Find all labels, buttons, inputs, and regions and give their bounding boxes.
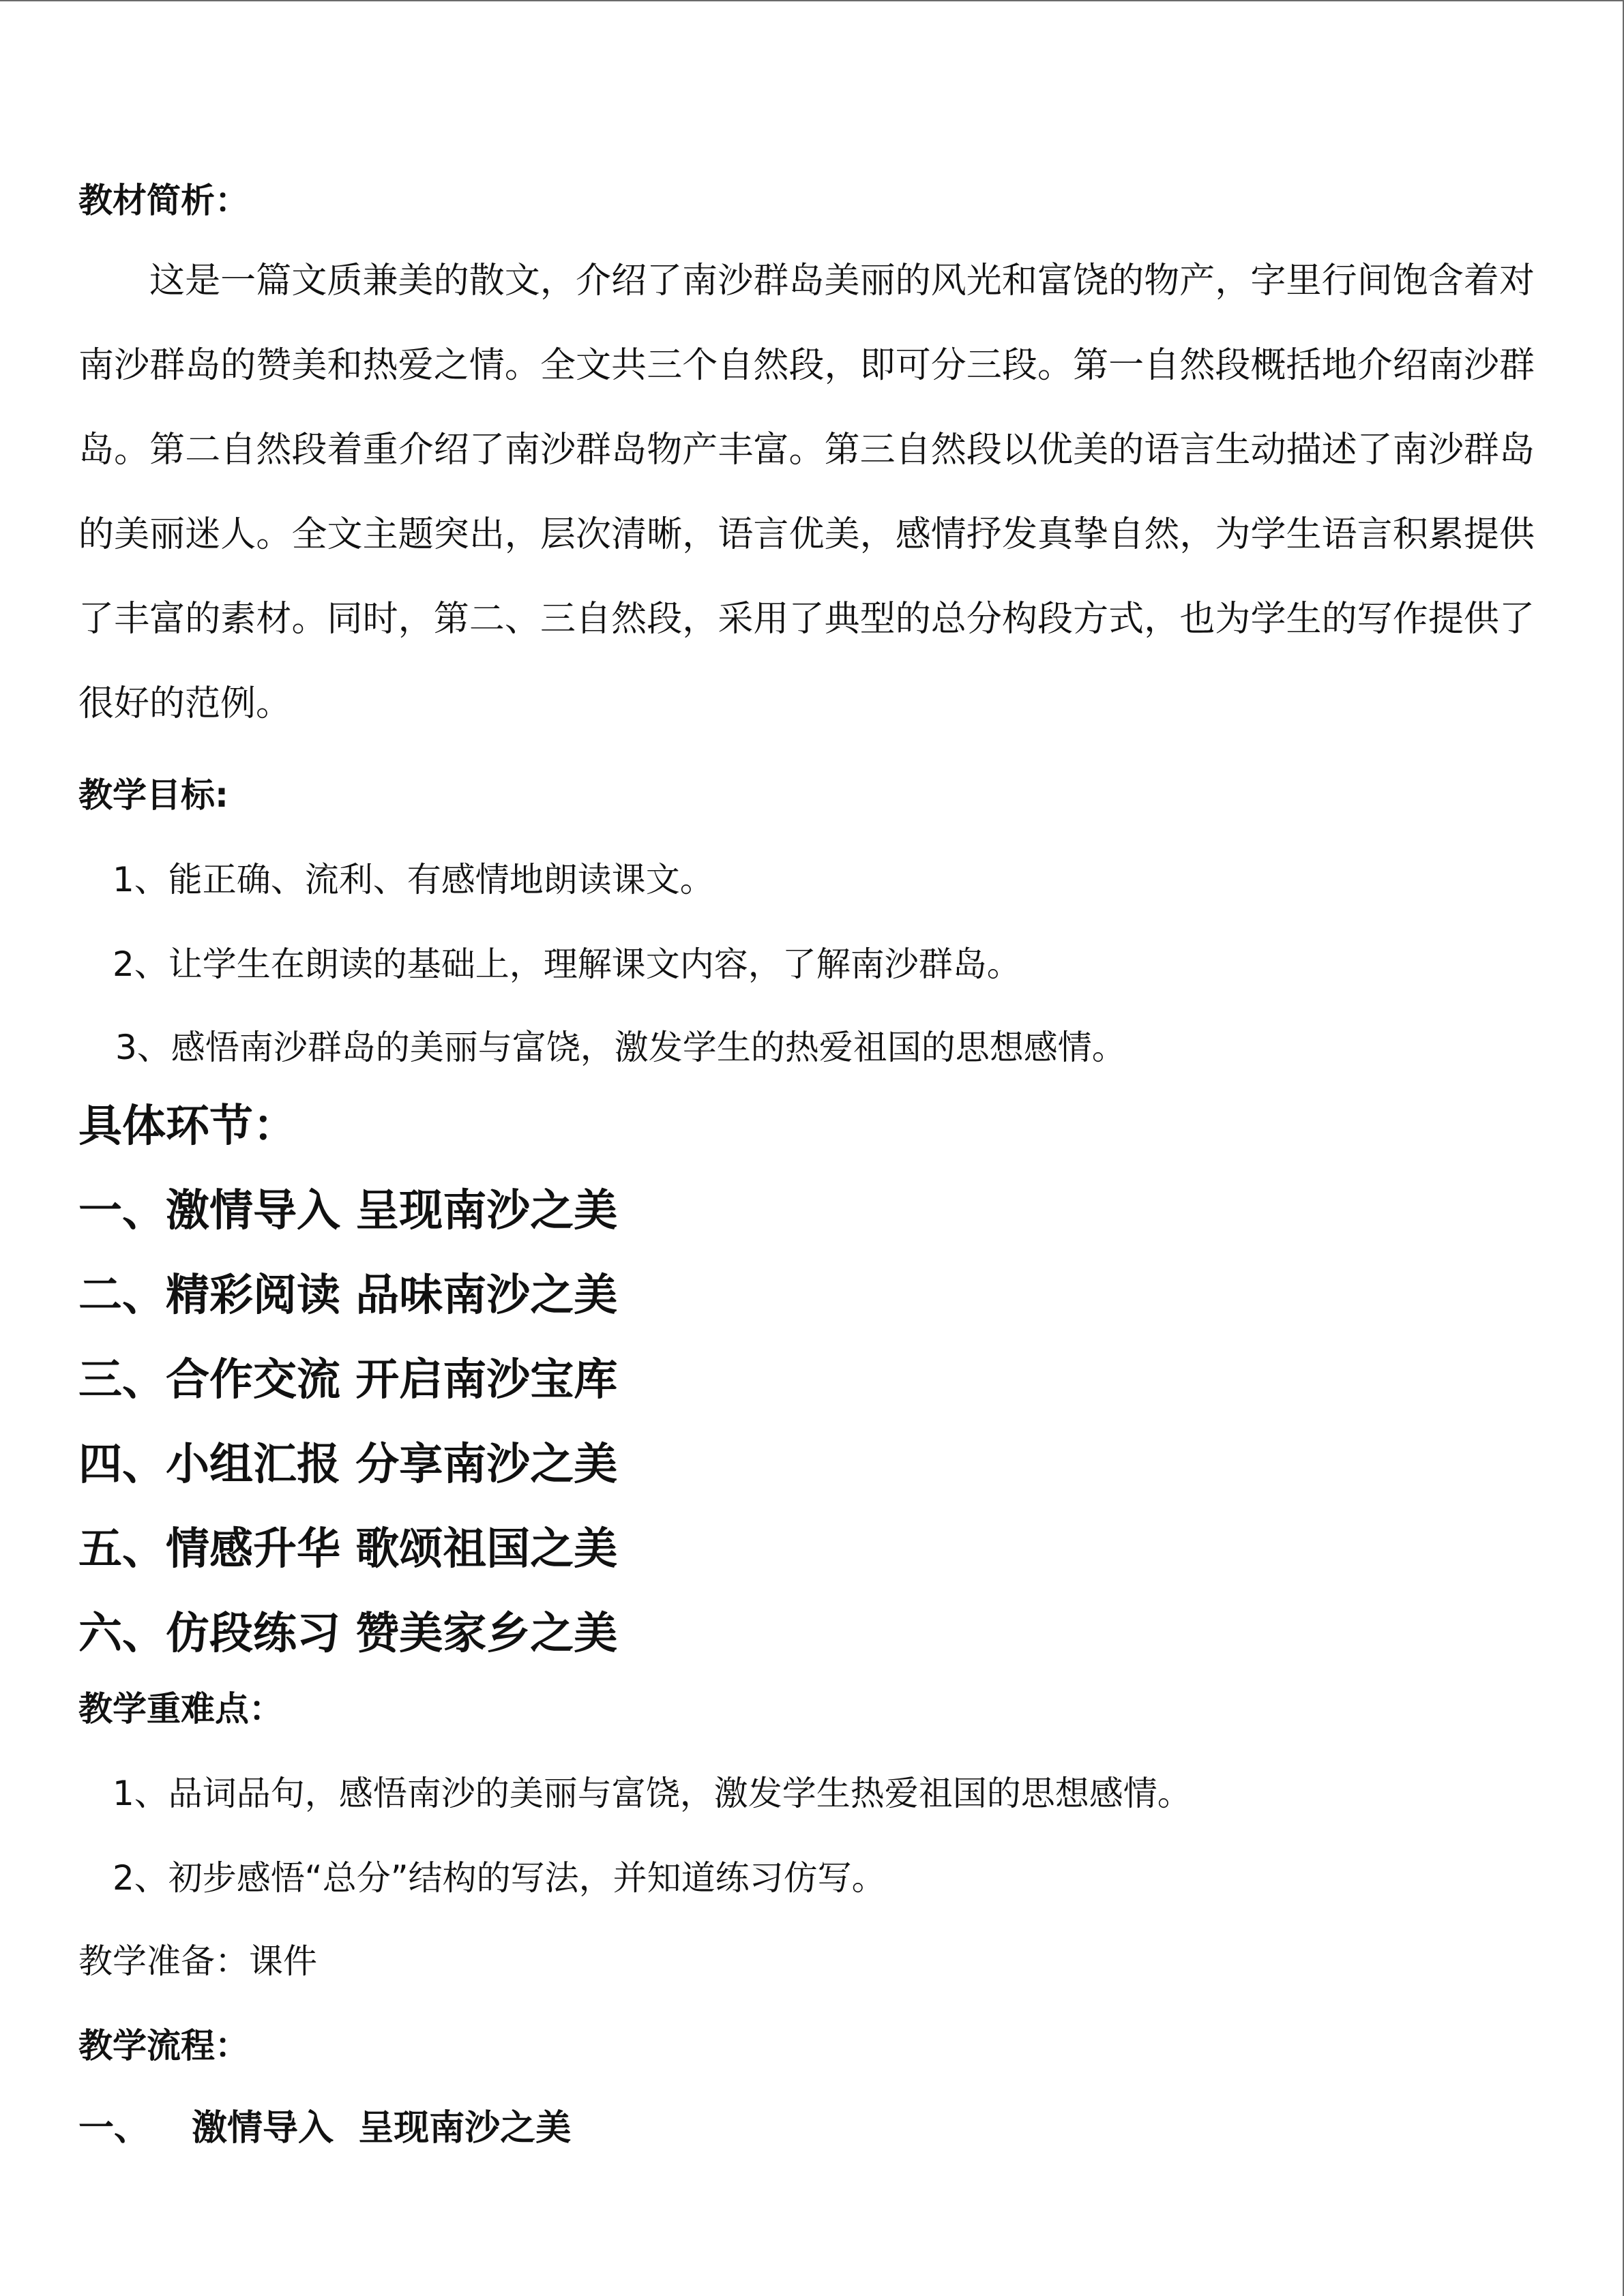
key-point-item: 2、初步感悟“总分”结构的写法，并知道练习仿写。 xyxy=(113,1858,886,1898)
step-item: 六、仿段练习 赞美家乡之美 xyxy=(78,1609,618,1659)
key-points-heading: 教学重难点： xyxy=(78,1689,283,1729)
analysis-heading: 教材简析： xyxy=(78,181,249,220)
flow-step-number: 一、 xyxy=(78,2108,150,2149)
goal-item: 3、感悟南沙群岛的美丽与富饶，激发学生的热爱祖国的思想感情。 xyxy=(115,1028,1126,1067)
key-points-list xyxy=(78,1773,1535,1898)
step-item: 二、精彩阅读 品味南沙之美 xyxy=(78,1270,618,1321)
goal-item: 1、能正确、流利、有感情地朗读课文。 xyxy=(113,860,714,899)
step-item: 五、情感升华 歌颂祖国之美 xyxy=(78,1524,618,1575)
step-item: 四、小组汇报 分享南沙之美 xyxy=(78,1440,618,1490)
preparation-line: 教学准备：课件 xyxy=(78,1941,317,1981)
step-item: 一、激情导入 呈现南沙之美 xyxy=(78,1186,618,1236)
flow-heading: 教学流程： xyxy=(78,2026,249,2066)
step-item: 三、合作交流 开启南沙宝库 xyxy=(78,1355,618,1405)
key-point-item: 1、品词品句，感悟南沙的美丽与富饶，激发学生热爱祖国的思想感情。 xyxy=(113,1774,1192,1813)
goals-list xyxy=(78,859,1535,1068)
analysis-paragraph: 这是一篇文质兼美的散文，介绍了南沙群岛美丽的风光和富饶的物产，字里行间饱含着对南沙群岛的赞美和热爱之情。全文共三个自然段，即可分三段。第一自然段概括地介绍南沙群岛。第二自然段着重介绍了南沙群岛物产丰富。第三自然段以优美的语言生动描述了南沙群岛的美丽迷人。全文主题突出，层次清晰，语言优美，感情抒发真挚自然，为学生语言积累提供了丰富的素材。同时，第二、三自然段，采用了典型的总分构段方式，也为学生的写作提供了很好的范例。 xyxy=(78,260,1535,724)
goal-item: 2、让学生在朗读的基础上，理解课文内容，了解南沙群岛。 xyxy=(113,944,1021,984)
steps-list xyxy=(78,1185,1535,1660)
steps-heading: 具体环节： xyxy=(78,1101,297,1152)
flow-first-step xyxy=(78,2107,1535,2149)
goals-heading: 教学目标: xyxy=(78,775,228,815)
document-body xyxy=(78,180,1535,2149)
flow-step-title: 激情导入 呈现南沙之美 xyxy=(192,2108,572,2149)
